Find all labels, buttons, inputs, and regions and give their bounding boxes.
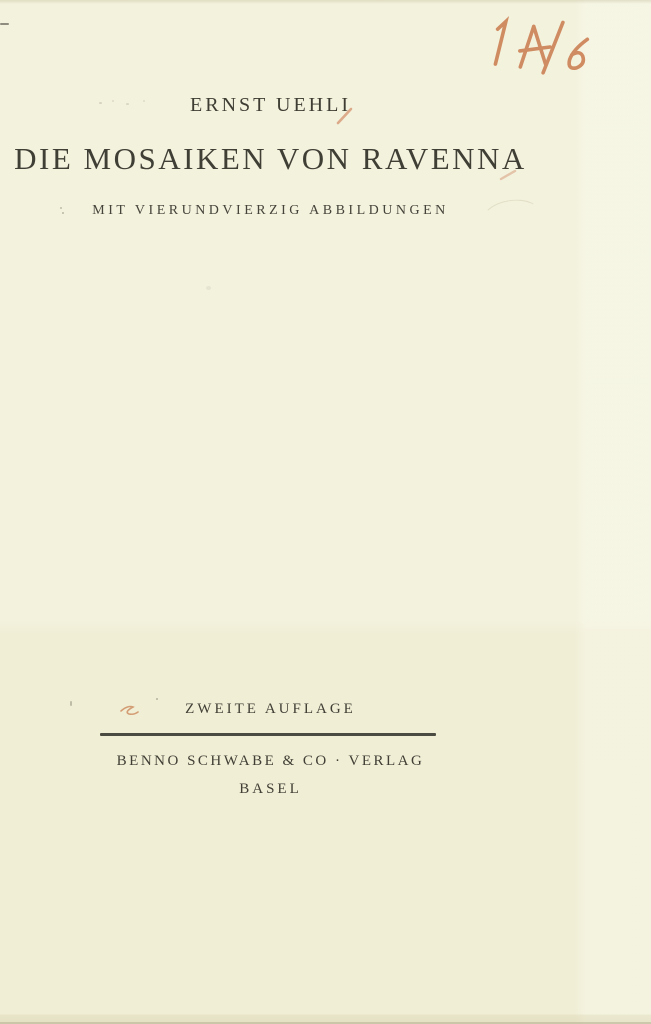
shelfmark-digit-1 [495,21,505,64]
paper-speck [156,698,158,700]
publisher-city: BASEL [239,781,302,797]
shelfmark-letter-a-bar [520,46,550,52]
margin-dot-mark [60,207,62,209]
shelfmark-letter-a-left [520,26,533,67]
margin-dot-mark [62,212,64,214]
paper-speck [112,100,114,102]
imprint-divider-rule [100,733,436,736]
pencil-tick-title [498,165,522,183]
paper-speck [126,103,129,105]
margin-tick-mark [70,701,72,706]
shelfmark-letter-a-right [532,26,546,63]
book-title: DIE MOSAIKEN VON RAVENNA [14,141,527,176]
edge-scratch-mark [0,23,9,25]
paper-smudge [206,286,211,290]
paper-speck [143,100,145,102]
publisher-line: BENNO SCHWABE & CO · VERLAG [116,753,425,769]
pencil-squiggle [118,703,142,719]
author-name: ERNST UEHLI [190,94,351,116]
shelfmark-digit-6 [569,39,587,69]
edition-line: ZWEITE AUFLAGE [185,701,356,717]
paper-speck [99,102,102,104]
pencil-tick-author [334,104,358,128]
handwritten-shelfmark [460,8,640,88]
illustrations-subtitle: MIT VIERUNDVIERZIG ABBILDUNGEN [92,203,449,218]
shelfmark-text [0,0,1,1]
